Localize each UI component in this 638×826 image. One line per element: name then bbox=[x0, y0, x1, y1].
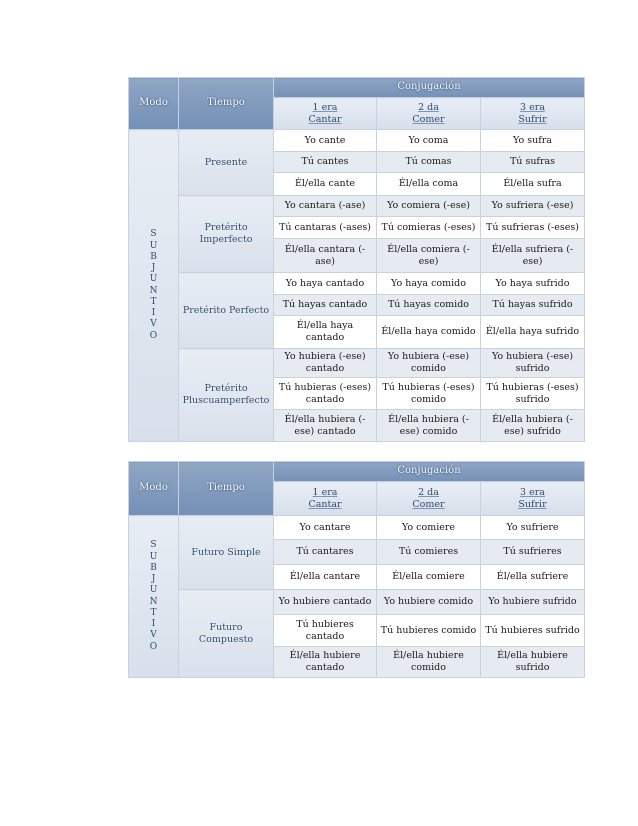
table-cell: Él/ella hubiera (-ese) comido bbox=[377, 410, 481, 442]
table-cell: Yo hubiera (-ese) comido bbox=[377, 349, 481, 378]
tiempo-imperfecto: Pretérito Imperfecto bbox=[179, 196, 274, 273]
table-cell: Tú sufrieras (-eses) bbox=[481, 217, 585, 239]
table-cell: Tú sufrieres bbox=[481, 540, 585, 565]
table-cell: Él/ella coma bbox=[377, 173, 481, 196]
header-conjugacion: Conjugación bbox=[274, 462, 585, 482]
header-verb-3: 3 era Sufrir bbox=[481, 482, 585, 516]
header-modo: Modo bbox=[129, 462, 179, 516]
table-cell: Él/ella comiere bbox=[377, 565, 481, 590]
tiempo-futuro-compuesto: Futuro Compuesto bbox=[179, 590, 274, 678]
table-cell: Tú comieras (-eses) bbox=[377, 217, 481, 239]
table-cell: Tú comas bbox=[377, 152, 481, 173]
tiempo-pluscuamperfecto: Pretérito Pluscuamperfecto bbox=[179, 349, 274, 442]
table-cell: Tú hubieres comido bbox=[377, 615, 481, 647]
table-cell: Yo hubiera (-ese) cantado bbox=[274, 349, 377, 378]
table-cell: Él/ella haya sufrido bbox=[481, 316, 585, 349]
header-conjugacion: Conjugación bbox=[274, 78, 585, 98]
table-cell: Él/ella hubiera (-ese) sufrido bbox=[481, 410, 585, 442]
table-cell: Tú hubieres sufrido bbox=[481, 615, 585, 647]
conjugation-table-2 bbox=[128, 461, 585, 678]
table-cell: Él/ella haya comido bbox=[377, 316, 481, 349]
table-cell: Él/ella hubiera (-ese) cantado bbox=[274, 410, 377, 442]
table-cell: Él/ella sufriere bbox=[481, 565, 585, 590]
header-tiempo: Tiempo bbox=[179, 462, 274, 516]
header-modo: Modo bbox=[129, 78, 179, 130]
header-verb-1: 1 era Cantar bbox=[274, 98, 377, 130]
table-cell: Tú cantaras (-ases) bbox=[274, 217, 377, 239]
table-cell: Tú hubieres cantado bbox=[274, 615, 377, 647]
table-cell: Tú comieres bbox=[377, 540, 481, 565]
table-cell: Yo sufriera (-ese) bbox=[481, 196, 585, 217]
tiempo-perfecto: Pretérito Perfecto bbox=[179, 273, 274, 349]
table-cell: Él/ella sufriera (-ese) bbox=[481, 239, 585, 273]
header-verb-3: 3 era Sufrir bbox=[481, 98, 585, 130]
table-cell: Yo comiera (-ese) bbox=[377, 196, 481, 217]
table-cell: Yo cante bbox=[274, 130, 377, 152]
table-cell: Yo sufriere bbox=[481, 516, 585, 540]
table-cell: Tú cantes bbox=[274, 152, 377, 173]
table-cell: Él/ella sufra bbox=[481, 173, 585, 196]
modo-subjuntivo: S U B J U N T I V O bbox=[129, 516, 179, 678]
header-verb-1: 1 era Cantar bbox=[274, 482, 377, 516]
table-cell: Tú hayas sufrido bbox=[481, 295, 585, 316]
table-cell: Tú hubieras (-eses) cantado bbox=[274, 378, 377, 410]
table-cell: Él/ella cante bbox=[274, 173, 377, 196]
header-verb-2: 2 da Comer bbox=[377, 482, 481, 516]
table-cell: Tú hubieras (-eses) sufrido bbox=[481, 378, 585, 410]
tiempo-futuro-simple: Futuro Simple bbox=[179, 516, 274, 590]
table-cell: Él/ella hubiere sufrido bbox=[481, 647, 585, 678]
table-cell: Tú hubieras (-eses) comido bbox=[377, 378, 481, 410]
table-cell: Él/ella hubiere comido bbox=[377, 647, 481, 678]
table-cell: Yo comiere bbox=[377, 516, 481, 540]
table-cell: Yo coma bbox=[377, 130, 481, 152]
table-cell: Yo sufra bbox=[481, 130, 585, 152]
modo-subjuntivo: S U B J U N T I V O bbox=[129, 130, 179, 442]
table-cell: Él/ella cantara (-ase) bbox=[274, 239, 377, 273]
header-verb-2: 2 da Comer bbox=[377, 98, 481, 130]
table-cell: Yo hubiera (-ese) sufrido bbox=[481, 349, 585, 378]
conjugation-table-1 bbox=[128, 77, 585, 442]
table-cell: Yo hubiere sufrido bbox=[481, 590, 585, 615]
table-cell: Tú hayas comido bbox=[377, 295, 481, 316]
table-cell: Él/ella haya cantado bbox=[274, 316, 377, 349]
tiempo-presente: Presente bbox=[179, 130, 274, 196]
table-cell: Yo cantare bbox=[274, 516, 377, 540]
table-cell: Yo hubiere comido bbox=[377, 590, 481, 615]
table-cell: Tú hayas cantado bbox=[274, 295, 377, 316]
table-cell: Yo haya sufrido bbox=[481, 273, 585, 295]
table-cell: Él/ella hubiere cantado bbox=[274, 647, 377, 678]
table-cell: Tú cantares bbox=[274, 540, 377, 565]
header-tiempo: Tiempo bbox=[179, 78, 274, 130]
table-cell: Yo cantara (-ase) bbox=[274, 196, 377, 217]
table-cell: Yo haya cantado bbox=[274, 273, 377, 295]
table-cell: Yo haya comido bbox=[377, 273, 481, 295]
table-cell: Yo hubiere cantado bbox=[274, 590, 377, 615]
table-cell: Tú sufras bbox=[481, 152, 585, 173]
table-cell: Él/ella cantare bbox=[274, 565, 377, 590]
table-cell: Él/ella comiera (-ese) bbox=[377, 239, 481, 273]
